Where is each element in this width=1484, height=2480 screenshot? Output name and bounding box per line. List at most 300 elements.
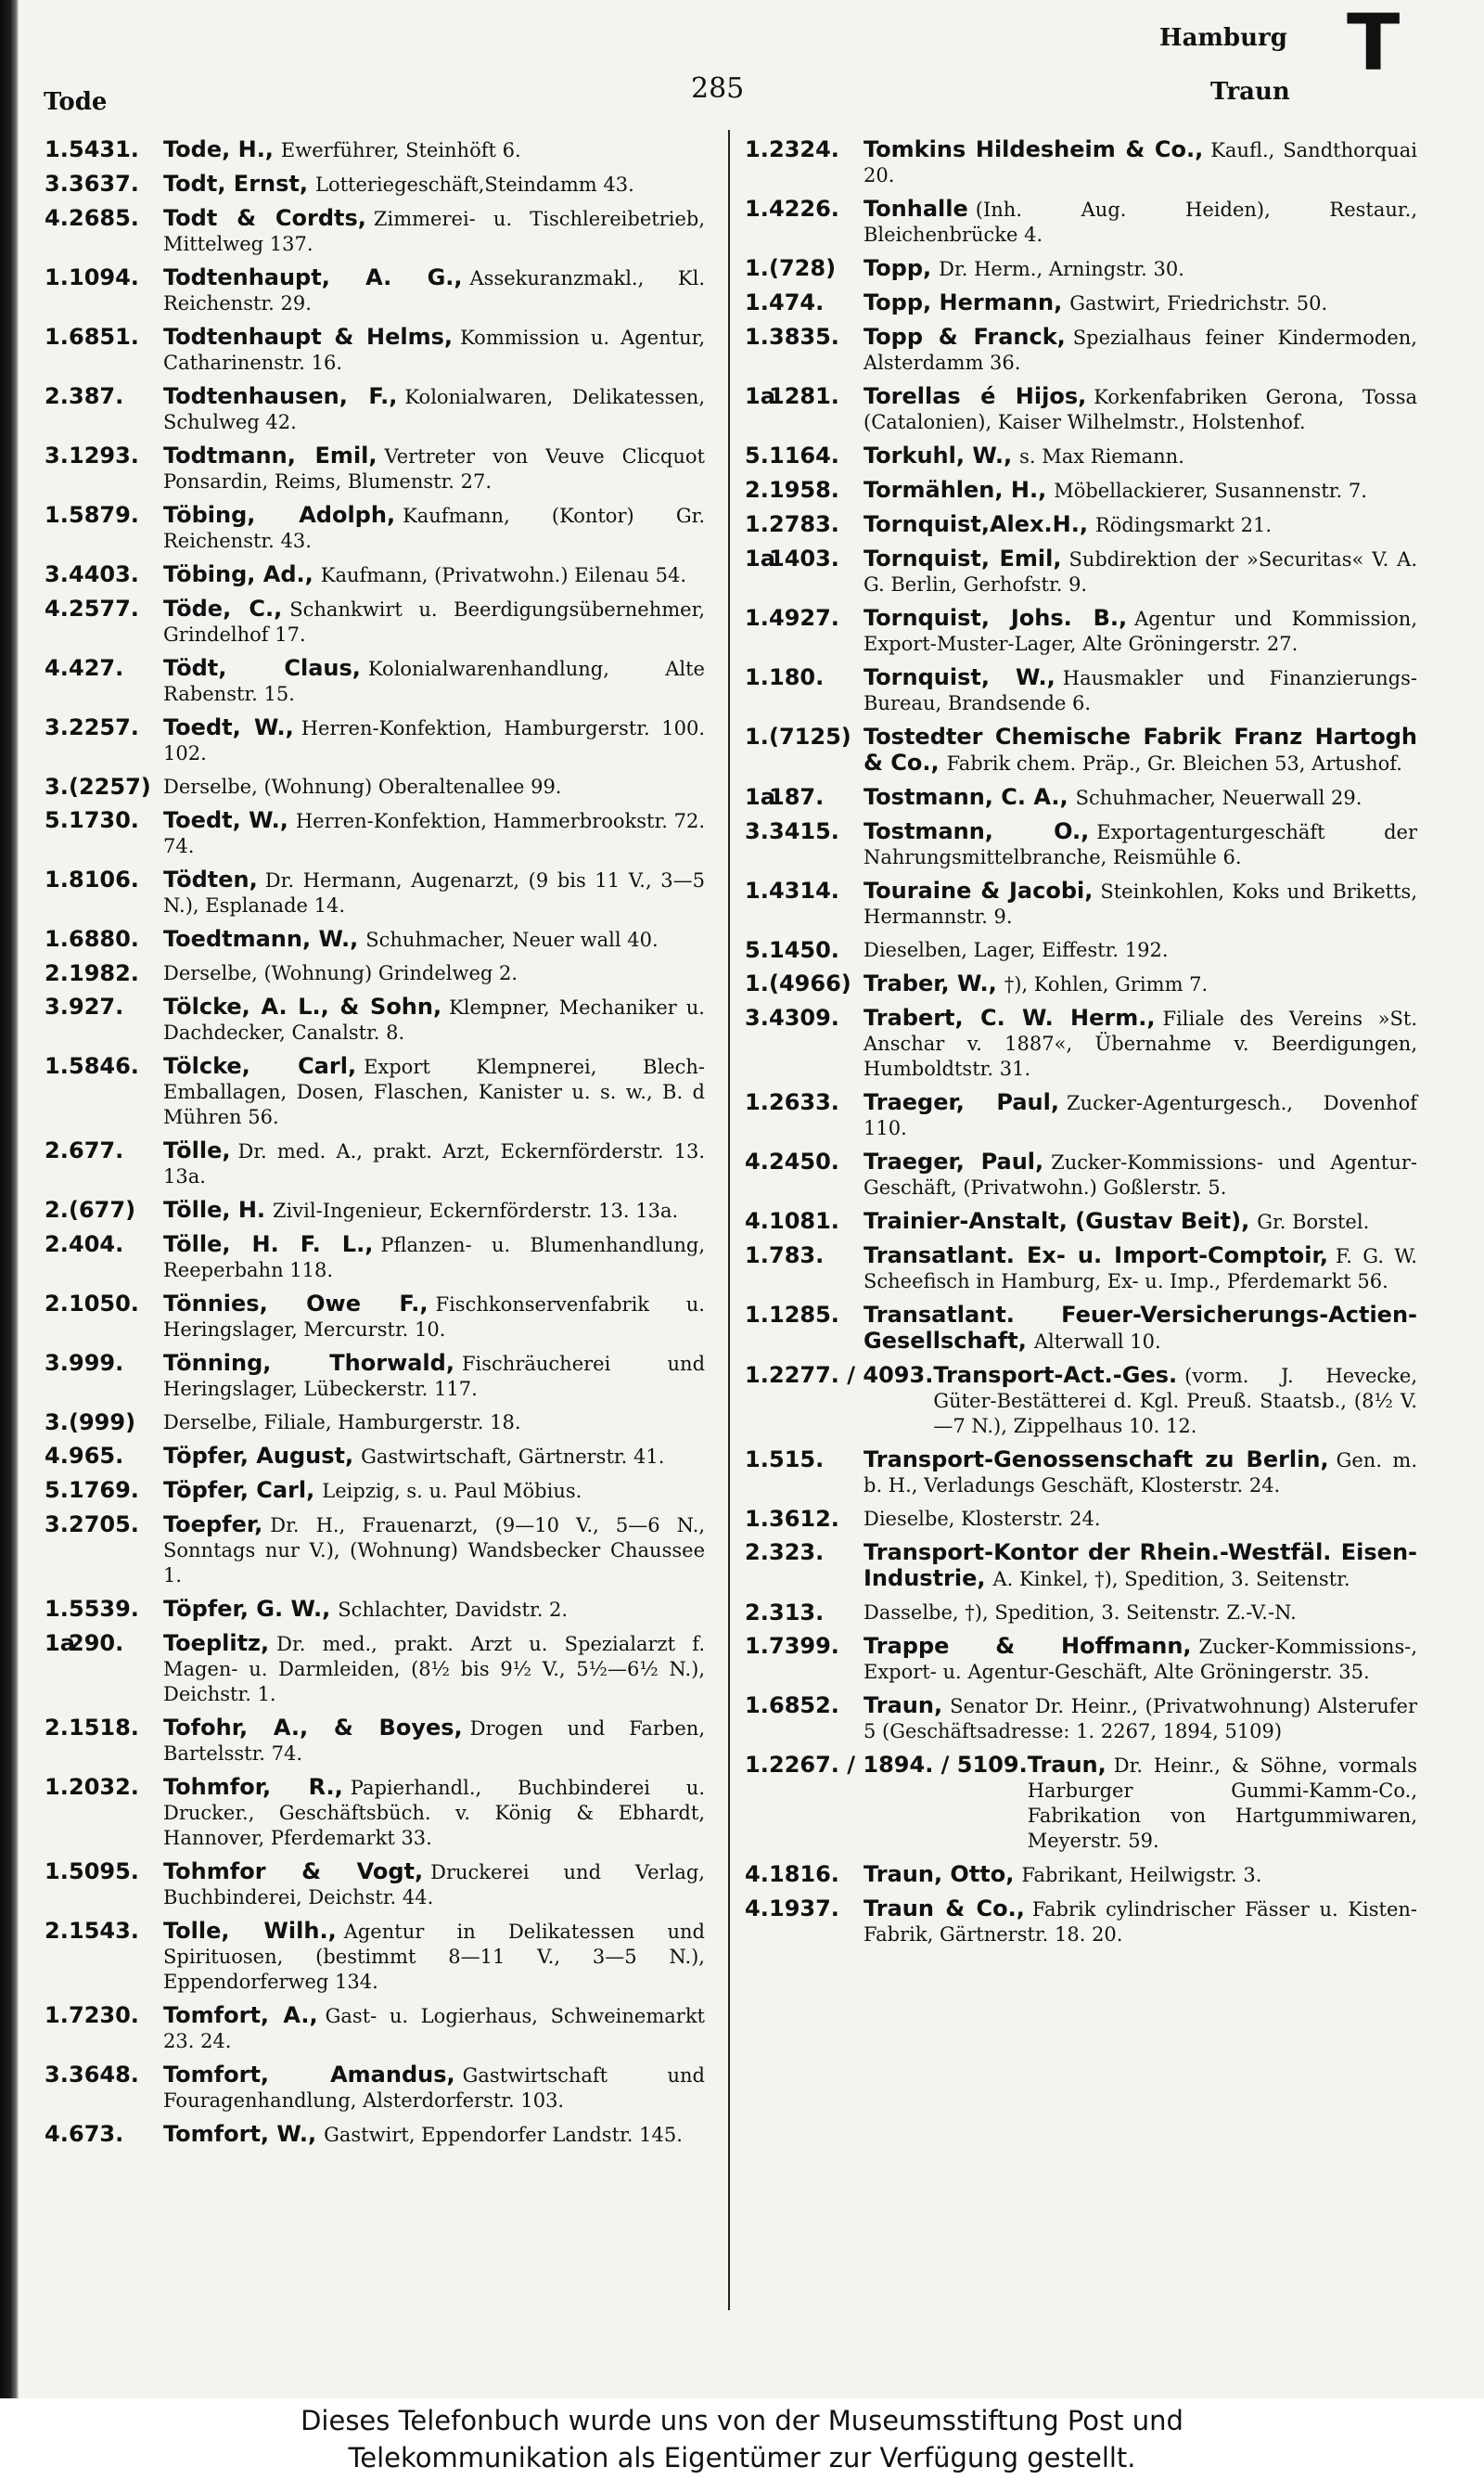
exchange-area: 4. (45, 1443, 69, 1469)
line-number: 1982. (69, 960, 139, 986)
directory-entry (45, 1478, 705, 1504)
subscriber-details: Fabrikant, Heilwigstr. 3. (1021, 1864, 1262, 1886)
phone-number (45, 1232, 163, 1257)
subscriber-name: Töpfer, August, (163, 1443, 354, 1469)
entry-body (163, 206, 705, 257)
entry-body (864, 606, 1417, 657)
exchange-area: 2. (45, 1137, 69, 1163)
entry-body (163, 656, 705, 707)
line-number: 2705. (69, 1511, 139, 1537)
directory-entry (45, 137, 705, 163)
subscriber-name: Töpfer, Carl, (163, 1477, 315, 1503)
line-number: 1293. (69, 443, 139, 469)
exchange-area: 3. (45, 561, 69, 587)
directory-entry (45, 325, 705, 376)
phone-number (45, 503, 163, 528)
subscriber-details: Zucker-Agenturgesch., Dovenhof 110. (864, 1092, 1417, 1139)
entry-body (163, 562, 705, 588)
entry-body (163, 1351, 705, 1402)
subscriber-name: Tornquist, W., (864, 664, 1055, 690)
directory-entry (45, 503, 705, 554)
phone-number (45, 1444, 163, 1469)
line-number: 387. (69, 383, 124, 409)
exchange-area: 1. (45, 136, 69, 162)
subscriber-details: Exportagenturgeschäft der Nahrungsmittelbranche, Reismühle 6. (864, 821, 1418, 868)
subscriber-name: Tödten, (163, 867, 258, 893)
subscriber-name: Todtenhaupt & Helms, (163, 324, 454, 350)
phone-number (745, 325, 864, 350)
phone-number (45, 715, 163, 740)
line-number: 313. (769, 1600, 825, 1625)
subscriber-name: Toedtmann, W., (163, 926, 359, 952)
phone-number (745, 971, 864, 996)
line-number: 999. (69, 1350, 124, 1376)
entry-body (864, 512, 1417, 538)
subscriber-details: Druckerei und Verlag, Buchbinderei, Deichstr. 44. (163, 1861, 705, 1908)
exchange-area: 4. (745, 1208, 769, 1234)
entry-body (163, 961, 705, 986)
directory-entry (45, 715, 705, 766)
phone-number (45, 961, 163, 986)
line-number: 1937. (769, 1895, 839, 1921)
exchange-area: 1. (745, 511, 769, 537)
subscriber-details: Drogen und Farben, Bartelsstr. 74. (163, 1717, 705, 1765)
entry-body (864, 1150, 1417, 1201)
phone-number (45, 1478, 163, 1503)
subscriber-name: Tomfort, A., (163, 2002, 318, 2028)
subscriber-details: Derselbe, (Wohnung) Grindelweg 2. (163, 962, 518, 984)
entry-body (864, 1862, 1417, 1888)
line-number: (999) (69, 1409, 136, 1435)
directory-entry (745, 512, 1417, 538)
subscriber-details: Schlachter, Davidstr. 2. (338, 1599, 569, 1621)
phone-number (45, 1775, 163, 1800)
subscriber-name: Tohmfor, R., (163, 1774, 343, 1800)
subscriber-details: A. Kinkel, †), Spedition, 3. Seitenstr. (992, 1568, 1350, 1590)
subscriber-name: Transport-Act.-Ges. (933, 1362, 1178, 1388)
exchange-area: 3. (45, 1511, 69, 1537)
exchange-area: 1. (745, 1362, 769, 1388)
subscriber-name: Tomfort, W., (163, 2121, 317, 2147)
exchange-area: 5. (745, 443, 769, 469)
exchange-area: 1. (45, 926, 69, 952)
entry-body (864, 819, 1417, 870)
subscriber-name: Tode, H., (163, 136, 274, 162)
entry-body (864, 1634, 1417, 1685)
phone-number (745, 1507, 864, 1532)
subscriber-name: Tönning, Thorwald, (163, 1350, 454, 1376)
line-number: 3637. (69, 171, 139, 197)
exchange-area: 3. (45, 714, 69, 740)
subscriber-details: Kaufl., Sandthorquai 20. (864, 139, 1417, 186)
directory-entry (745, 1693, 1417, 1744)
subscriber-name: Tomfort, Amandus, (163, 2062, 455, 2088)
directory-entry (745, 443, 1417, 469)
line-number: 6852. (769, 1692, 839, 1718)
entry-body (163, 2062, 705, 2114)
exchange-area: 4. (45, 596, 69, 622)
exchange-area: 1. (745, 1633, 769, 1659)
page-number: 285 (691, 72, 745, 105)
subscriber-name: Traeger, Paul, (864, 1089, 1059, 1115)
subscriber-name: Tonhalle (864, 196, 968, 222)
exchange-area: 1. (745, 878, 769, 904)
subscriber-details: Dr. Herm., Arningstr. 30. (939, 258, 1184, 280)
exchange-area: 3. (45, 994, 69, 1020)
line-number: 187. (769, 784, 825, 810)
entry-body (163, 1631, 705, 1707)
line-number: 1450. (769, 937, 839, 963)
entry-body (163, 1291, 705, 1343)
subscriber-name: Tölcke, A. L., & Sohn, (163, 994, 442, 1020)
line-number: 5879. (69, 502, 139, 528)
phone-number (45, 325, 163, 350)
phone-number (45, 927, 163, 952)
subscriber-details: Kolonialwaren, Delikatessen, Schulweg 42. (163, 386, 705, 433)
line-number: 2257. (69, 714, 139, 740)
phone-number (745, 546, 864, 572)
line-number: 2032. (69, 1774, 139, 1800)
entry-body (864, 256, 1417, 282)
entry-body (864, 1303, 1417, 1355)
line-number: 673. (69, 2121, 124, 2147)
directory-entry (745, 938, 1417, 963)
phone-number (745, 1303, 864, 1328)
subscriber-name: Toedt, W., (163, 807, 288, 833)
subscriber-details: Zimmerei- u. Tischlereibetrieb, Mittelweg 137. (163, 208, 705, 255)
section-letter: T (1347, 0, 1401, 88)
exchange-area: 1. (45, 867, 69, 893)
line-number: 5846. (69, 1053, 139, 1079)
directory-entry (45, 1715, 705, 1767)
line-number: 6851. (69, 324, 139, 350)
entry-body (864, 1006, 1417, 1082)
subscriber-name: Tornquist, Emil, (864, 546, 1062, 572)
directory-entry (45, 443, 705, 495)
directory-entry (45, 1919, 705, 1995)
line-number: 2450. (769, 1149, 839, 1175)
line-number: 1281. (769, 383, 839, 409)
subscriber-details: Spezialhaus feiner Kindermoden, Alsterdamm 36. (864, 327, 1417, 374)
phone-number (745, 819, 864, 844)
subscriber-details: Alterwall 10. (1033, 1330, 1161, 1353)
phone-number (45, 2122, 163, 2147)
entry-body (864, 665, 1417, 716)
exchange-area: 1. (745, 255, 769, 281)
footer-note (0, 2398, 1484, 2480)
subscriber-name: Todtenhausen, F., (163, 383, 398, 409)
phone-number (745, 1600, 864, 1625)
directory-entry (745, 785, 1417, 811)
right-column (745, 137, 1417, 1956)
directory-entry (745, 1540, 1417, 1592)
subscriber-details: Fischräucherei und Heringslager, Lübeckerstr. 117. (163, 1353, 706, 1400)
subscriber-name: Traun, (864, 1692, 943, 1718)
phone-number (745, 1006, 864, 1031)
exchange-area: 4. (45, 655, 69, 681)
subscriber-name: Tormählen, H., (864, 477, 1047, 503)
entry-body (163, 325, 705, 376)
footer-line-2: Telekommunikation als Eigentümer zur Verfügung gestellt. (348, 2442, 1136, 2474)
subscriber-name: Töbing, Adolph, (163, 502, 396, 528)
directory-entry (45, 1138, 705, 1189)
entry-body (163, 1512, 705, 1588)
directory-entry (745, 197, 1417, 248)
subscriber-name: Traun, Otto, (864, 1861, 1015, 1887)
directory-entry (45, 961, 705, 986)
subscriber-details: Gastwirt, Friedrichstr. 50. (1069, 292, 1328, 315)
phone-number (45, 137, 163, 162)
subscriber-name: Tofohr, A., & Boyes, (163, 1715, 463, 1741)
subscriber-name: Traber, W., (864, 970, 997, 996)
left-column (45, 137, 705, 2156)
subscriber-details: Dr. Hermann, Augenarzt, (9 bis 11 V., 3—5 N.), Esplanade 14. (163, 869, 705, 917)
exchange-area: 2. (45, 383, 69, 409)
subscriber-details: Gastwirtschaft und Fouragenhandlung, Alsterdorferstr. 103. (163, 2064, 705, 2112)
exchange-area: 2. (45, 1918, 69, 1944)
exchange-area: 1a (45, 1630, 75, 1656)
directory-entry (745, 1243, 1417, 1294)
line-number: 1730. (69, 807, 139, 833)
entry-body (163, 2003, 705, 2054)
subscriber-details: Fabrik cylindrischer Fässer u. Kisten-Fabrik, Gärtnerstr. 18. 20. (864, 1898, 1417, 1946)
footer-line-1: Dieses Telefonbuch wurde uns von der Museumsstiftung Post und (301, 2405, 1183, 2436)
entry-body (163, 137, 705, 163)
exchange-area: 3. (745, 818, 769, 844)
phone-number (45, 206, 163, 231)
exchange-area: 1. (745, 1446, 769, 1472)
phone-number (45, 384, 163, 409)
exchange-area: 1. (745, 1089, 769, 1115)
phone-number (45, 172, 163, 197)
line-number: 290. (69, 1630, 124, 1656)
directory-entry (745, 725, 1417, 777)
subscriber-name: Touraine & Jacobi, (864, 878, 1094, 904)
exchange-area: 2. (745, 1539, 769, 1565)
entry-body (864, 384, 1417, 435)
entry-body (933, 1363, 1417, 1439)
exchange-area: 1. (45, 502, 69, 528)
directory-entry (745, 1862, 1417, 1888)
directory-entry (45, 384, 705, 435)
exchange-area: 3. (45, 1409, 69, 1435)
exchange-area: 4. (45, 205, 69, 231)
directory-entry (745, 137, 1417, 188)
line-number: 427. (69, 655, 124, 681)
entry-body (864, 879, 1417, 930)
line-number: 1094. (69, 264, 139, 290)
subscriber-name: Tostmann, C. A., (864, 784, 1068, 810)
subscriber-details: Senator Dr. Heinr., (Privatwohnung) Alsterufer 5 (Geschäftsadresse: 1. 2267, 1894, 5109) (864, 1695, 1417, 1742)
phone-number (745, 197, 864, 222)
subscriber-name: Tölcke, Carl, (163, 1053, 357, 1079)
directory-entry (745, 665, 1417, 716)
subscriber-name: Tödt, Claus, (163, 655, 361, 681)
subscriber-name: Topp, Hermann, (864, 289, 1063, 315)
entry-body (864, 478, 1417, 504)
directory-entry (45, 1054, 705, 1130)
phone-number (45, 808, 163, 833)
phone-number (45, 443, 163, 469)
line-number: 404. (69, 1231, 124, 1257)
subscriber-name: Topp, (864, 255, 932, 281)
entry-body (163, 265, 705, 316)
subscriber-details: Zucker-Kommissions- und Agentur-Geschäft, (Privatwohn.) Goßlerstr. 5. (864, 1151, 1417, 1199)
subscriber-details: Hausmakler und Finanzierungs-Bureau, Brandsende 6. (864, 667, 1417, 714)
exchange-area: 4. (745, 1895, 769, 1921)
subscriber-details: Gast- u. Logierhaus, Schweinemarkt 23. 24. (163, 2005, 705, 2052)
phone-number (745, 1209, 864, 1234)
directory-entry (45, 867, 705, 919)
entry-body (163, 927, 705, 953)
exchange-area: 1. (745, 196, 769, 222)
entry-body (163, 1478, 705, 1504)
subscriber-details: Zivil-Ingenieur, Eckernförderstr. 13. 13a. (273, 1200, 679, 1222)
subscriber-details: Leipzig, s. u. Paul Möbius. (322, 1480, 582, 1502)
entry-body (163, 1919, 705, 1995)
entry-body (163, 1198, 705, 1224)
entry-body (163, 1410, 705, 1435)
subscriber-details: Kommission u. Agentur, Catharinenstr. 16. (163, 327, 705, 374)
line-number: 7230. (69, 2002, 139, 2028)
line-number: 4403. (69, 561, 139, 587)
exchange-area: 1. (745, 664, 769, 690)
subscriber-name: Transatlant. Feuer-Versicherungs-Actien-Gesellschaft, (864, 1302, 1417, 1354)
directory-entry (745, 290, 1417, 316)
entry-body (864, 1540, 1417, 1592)
exchange-area: 1. (745, 724, 769, 750)
phone-number (745, 290, 864, 315)
exchange-area: 2. (45, 1715, 69, 1741)
subscriber-details: Assekuranzmakl., Kl. Reichenstr. 29. (163, 267, 705, 315)
subscriber-name: Traeger, Paul, (864, 1149, 1044, 1175)
exchange-area: 1. (745, 1506, 769, 1532)
subscriber-details: Klempner, Mechaniker u. Dachdecker, Canalstr. 8. (163, 996, 705, 1044)
exchange-area: 3. (45, 443, 69, 469)
subscriber-name: Toepfer, (163, 1511, 263, 1537)
directory-entry (45, 206, 705, 257)
exchange-area: 3. (745, 1005, 769, 1031)
phone-number (45, 1351, 163, 1376)
line-number: 1164. (769, 443, 839, 469)
exchange-area: 4. (745, 1149, 769, 1175)
phone-number (745, 512, 864, 537)
entry-body (864, 1090, 1417, 1141)
header-city: Hamburg (1159, 24, 1287, 52)
column-divider (728, 130, 730, 2310)
phone-number (745, 1862, 864, 1887)
entry-body (864, 1600, 1417, 1625)
directory-entry (745, 1507, 1417, 1532)
entry-body (864, 1896, 1417, 1947)
phone-number (745, 1540, 864, 1565)
phone-number (45, 1198, 163, 1223)
phone-number (45, 1410, 163, 1435)
phone-number (745, 725, 864, 750)
subscriber-name: Torellas é Hijos, (864, 383, 1087, 409)
subscriber-details: Herren-Konfektion, Hamburgerstr. 100. 102. (163, 717, 706, 765)
subscriber-name: Torkuhl, W., (864, 443, 1013, 469)
phone-number (745, 606, 864, 631)
directory-entry (45, 2122, 705, 2148)
subscriber-details: Fabrik chem. Präp., Gr. Bleichen 53, Artushof. (946, 752, 1402, 775)
exchange-area: 3. (45, 171, 69, 197)
line-number: 515. (769, 1446, 825, 1472)
exchange-area: 5. (45, 1477, 69, 1503)
subscriber-name: Töde, C., (163, 596, 283, 622)
line-number: 4309. (769, 1005, 839, 1031)
subscriber-name: Tölle, H. F. L., (163, 1231, 374, 1257)
phone-number (745, 478, 864, 503)
line-number: 5431. (69, 136, 139, 162)
phone-number (745, 665, 864, 690)
subscriber-details: Kaufmann, (Kontor) Gr. Reichenstr. 43. (163, 505, 706, 552)
directory-entry (745, 325, 1417, 376)
line-number: 5095. (69, 1858, 139, 1884)
line-number: 1816. (769, 1861, 839, 1887)
directory-entry (45, 995, 705, 1046)
directory-entry (45, 562, 705, 588)
subscriber-details: Rödingsmarkt 21. (1094, 514, 1273, 536)
directory-entry (45, 1444, 705, 1470)
exchange-area: 4. (45, 2121, 69, 2147)
exchange-area: 1. (745, 1752, 769, 1778)
line-number: 2685. (69, 205, 139, 231)
line-number: 2324. (769, 136, 839, 162)
directory-entry (745, 879, 1417, 930)
line-number: 474. (769, 289, 825, 315)
subscriber-name: Toedt, W., (163, 714, 294, 740)
entry-body (163, 995, 705, 1046)
line-number: 180. (769, 664, 825, 690)
subscriber-details: Schuhmacher, Neuerwall 29. (1075, 787, 1362, 809)
subscriber-name: Traun & Co., (864, 1895, 1025, 1921)
exchange-area: 5. (45, 807, 69, 833)
subscriber-name: Todtenhaupt, A. G., (163, 264, 463, 290)
subscriber-details: Vertreter von Veuve Clicquot Ponsardin, Reims, Blumenstr. 27. (163, 445, 705, 493)
line-number: 927. (69, 994, 124, 1020)
subscriber-details: Agentur und Kommission, Export-Muster-Lager, Alte Gröningerstr. 27. (864, 608, 1417, 655)
exchange-area: 1. (745, 289, 769, 315)
subscriber-name: Tostmann, O., (864, 818, 1090, 844)
directory-entry (45, 1859, 705, 1910)
entry-body (163, 1715, 705, 1767)
entry-body (163, 443, 705, 495)
directory-entry (745, 971, 1417, 997)
line-number: 965. (69, 1443, 124, 1469)
exchange-area: 3. (45, 2062, 69, 2088)
subscriber-name: Tostedter Chemische Fabrik Franz Hartogh & Co., (864, 724, 1417, 776)
phone-number (45, 1054, 163, 1079)
exchange-area: 1. (745, 605, 769, 631)
exchange-area: 3. (45, 1350, 69, 1376)
entry-body (163, 1138, 705, 1189)
entry-body (163, 867, 705, 919)
subscriber-name: Tomkins Hildesheim & Co., (864, 136, 1204, 162)
subscriber-name: Tornquist, Johs. B., (864, 605, 1128, 631)
directory-entry (45, 1512, 705, 1588)
subscriber-details: Gen. m. b. H., Verladungs Geschäft, Klosterstr. 24. (864, 1449, 1418, 1497)
line-number: 1285. (769, 1302, 839, 1328)
subscriber-name: Tornquist,Alex.H., (864, 511, 1088, 537)
subscriber-details: Subdirektion der »Securitas« V. A. G. Berlin, Gerhofstr. 9. (864, 548, 1418, 596)
subscriber-details: Steinkohlen, Koks und Briketts, Hermannstr. 9. (864, 880, 1417, 928)
subscriber-name: Trabert, C. W. Herm., (864, 1005, 1156, 1031)
subscriber-details: Fischkonservenfabrik u. Heringslager, Mercurstr. 10. (163, 1293, 705, 1341)
subscriber-details: Derselbe, Filiale, Hamburgerstr. 18. (163, 1411, 521, 1433)
exchange-area: 2. (45, 1231, 69, 1257)
exchange-area: 1. (745, 324, 769, 350)
